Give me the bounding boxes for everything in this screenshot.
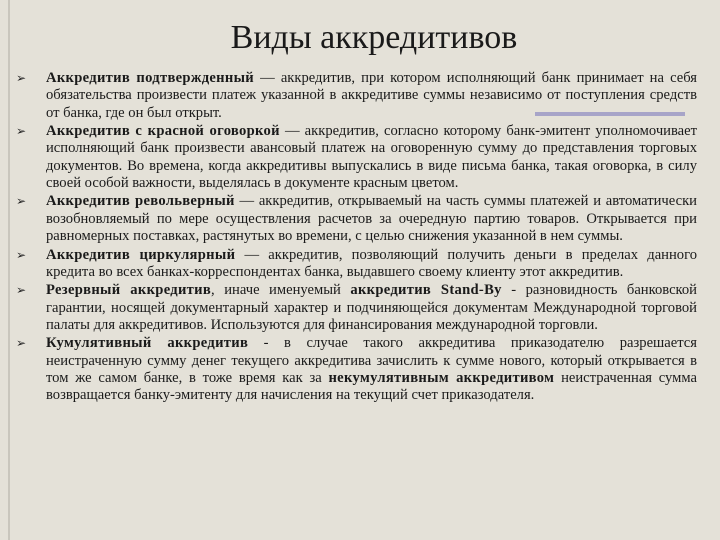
arrowhead-right-icon: ➢ xyxy=(16,247,27,262)
list-item xyxy=(16,193,697,245)
term-secondary: аккредитив Stand-By xyxy=(350,282,502,299)
list-item xyxy=(16,246,698,282)
definition: , иначе именуемый xyxy=(211,282,351,299)
accreditive-types-list xyxy=(16,70,698,406)
term-secondary: некумулятивным аккредитивом xyxy=(328,369,555,386)
term: Аккредитив с красной оговоркой xyxy=(46,123,280,140)
term: Аккредитив револьверный xyxy=(46,193,235,210)
definition: — аккредитив, согласно которому банк-эмитент уполномочивает исполняющий банк произвести авансовый платеж на оговоренную сумму до представления торговых документов. Во времена, когда аккредитивы выпускались в виде письма банка, такая оговорка, в силу своей особой важности, выделялась в документе красным цветом. xyxy=(46,123,697,191)
term: Аккредитив циркулярный xyxy=(46,246,236,263)
definition-continued: - разновидность банковской гарантии, носящей документарный характер и подчиняющейся документам Международной торговой палаты для аккредитивов. Используются для финансирования международной торговли. xyxy=(46,282,697,333)
slide-title: Виды аккредитивов xyxy=(230,19,518,56)
arrowhead-right-icon: ➢ xyxy=(16,336,27,351)
term: Кумулятивный аккредитив xyxy=(46,335,249,352)
definition-continued: неистраченная сумма возвращается банку-эмитенту для начисления на текущий счет приказодателя. xyxy=(46,369,698,404)
left-border-line xyxy=(8,0,10,540)
list-item xyxy=(16,282,697,334)
arrowhead-right-icon: ➢ xyxy=(16,283,27,298)
arrowhead-right-icon: ➢ xyxy=(16,124,27,139)
definition: - в случае такого аккредитива приказодателю разрешается неистраченную сумму денег текущего аккредитива зачислить к сумме нового, который открывается в том же самом банке, в тоже время как за xyxy=(46,335,697,386)
definition: — аккредитив, при котором исполняющий банк принимает на себя обязательства произвести платеж указанной в аккредитиве суммы независимо от поступления средств от банка, где он был открыт. xyxy=(46,70,697,121)
definition: — аккредитив, открываемый на часть суммы платежей и автоматически возобновляемый по мере осуществления расчетов за очередную партию товаров. Открывается при равномерных поставках, растянутых во времени, с целью снижения указанной в нем суммы. xyxy=(46,193,697,245)
list-item xyxy=(16,335,698,404)
definition: — аккредитив, позволяющий получить деньги в пределах данного кредита во всех банках-корреспондентах банка, выдавшего своему клиенту этот аккредитив. xyxy=(46,246,698,280)
list-item xyxy=(16,123,697,192)
list-item xyxy=(16,70,697,122)
arrowhead-right-icon: ➢ xyxy=(16,71,27,85)
term: Резервный аккредитив xyxy=(46,282,212,299)
arrowhead-right-icon: ➢ xyxy=(16,194,27,209)
term: Аккредитив подтвержденный xyxy=(46,70,254,86)
